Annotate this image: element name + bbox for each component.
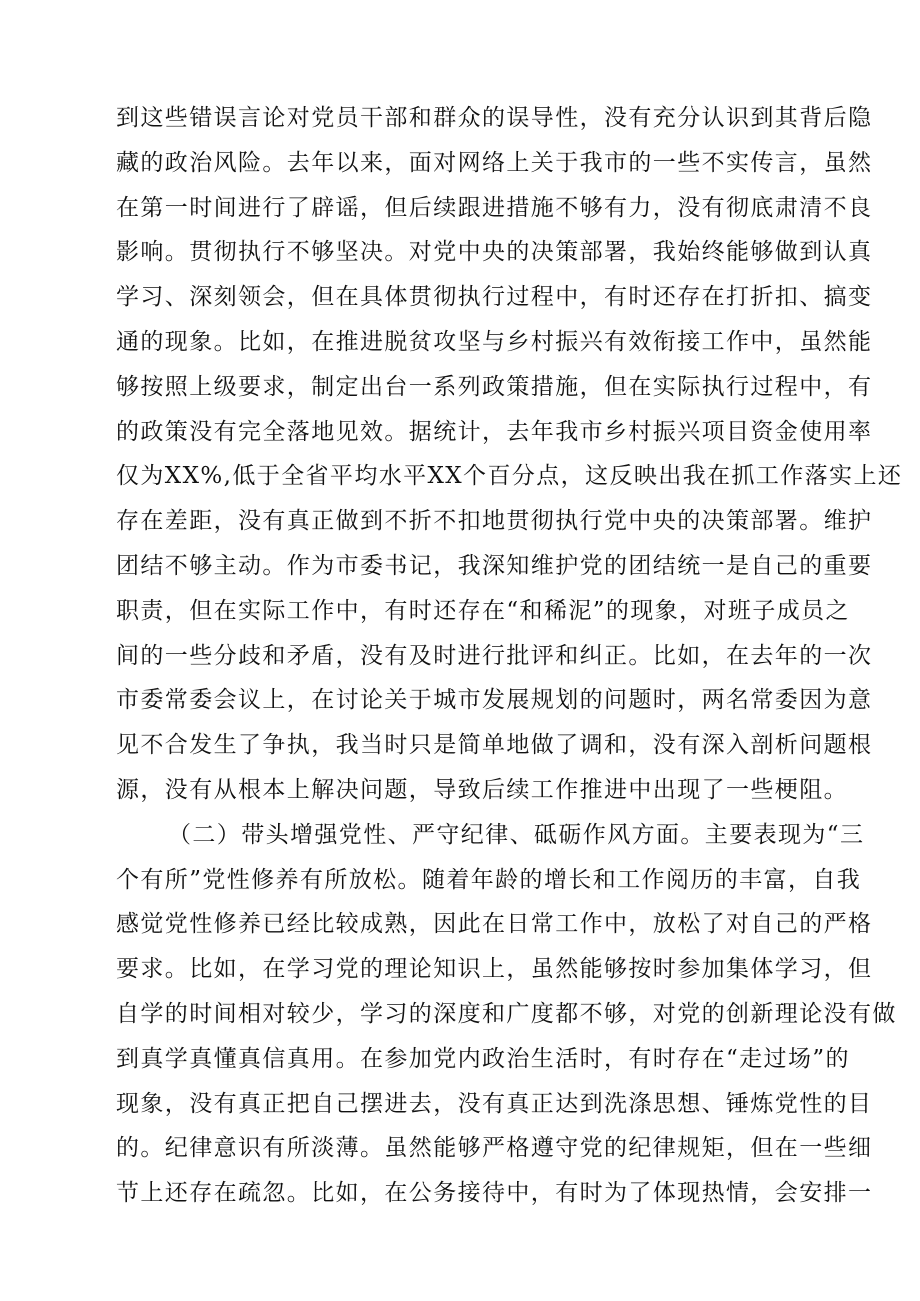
text-line: 存在差距，没有真正做到不折不扣地贯彻执行党中央的决策部署。维护: [116, 508, 873, 535]
text-line: 在第一时间进行了辟谣，但后续跟进措施不够有力，没有彻底肃清不良: [116, 194, 873, 221]
text-line: 自学的时间相对较少，学习的深度和广度都不够，对党的创新理论没有做: [116, 1000, 897, 1027]
text-line: 到真学真懂真信真用。在参加党内政治生活时，有时存在“走过场”的: [116, 1045, 850, 1072]
text-line: 够按照上级要求，制定出台一系列政策措施，但在实际执行过程中，有: [116, 373, 873, 400]
text-line: 见不合发生了争执，我当时只是简单地做了调和，没有深入剖析问题根: [116, 732, 873, 759]
text-line: 要求。比如，在学习党的理论知识上，虽然能够按时参加集体学习，但: [116, 956, 873, 983]
text-line: 个有所”党性修养有所放松。随着年龄的增长和工作阅历的丰富，自我: [116, 866, 862, 893]
text-line: 到这些错误言论对党员干部和群众的误导性，没有充分认识到其背后隐: [116, 105, 873, 131]
text-line: 的。纪律意识有所淡薄。虽然能够严格遵守党的纪律规矩，但在一些细: [116, 1135, 873, 1162]
section-heading-line: （二）带头增强党性、严守纪律、砥砺作风方面。主要表现为“三: [168, 821, 865, 848]
text-line: 藏的政治风险。去年以来，面对网络上关于我市的一些不实传言，虽然: [116, 149, 873, 176]
text-line: 影响。贯彻执行不够坚决。对党中央的决策部署，我始终能够做到认真: [116, 239, 873, 266]
text-line: 学习、深刻领会，但在具体贯彻执行过程中，有时还存在打折扣、搞变: [116, 284, 873, 311]
document-body: [116, 96, 903, 1216]
text-line: 现象，没有真正把自己摆进去，没有真正达到洗涤思想、锤炼党性的目: [116, 1090, 873, 1117]
text-line: 市委常委会议上，在讨论关于城市发展规划的问题时，两名常委因为意: [116, 687, 873, 714]
text-line: 职责，但在实际工作中，有时还存在“和稀泥”的现象，对班子成员之: [116, 597, 850, 624]
text-line: 的政策没有完全落地见效。据统计，去年我市乡村振兴项目资金使用率: [116, 418, 873, 445]
text-line: 节上还存在疏忽。比如，在公务接待中，有时为了体现热情，会安排一: [116, 1180, 873, 1207]
text-line: 仅为XX%,低于全省平均水平XX个百分点，这反映出我在抓工作落实上还: [116, 463, 903, 490]
text-line: 团结不够主动。作为市委书记，我深知维护党的团结统一是自己的重要: [116, 552, 873, 579]
text-line: 感觉党性修养已经比较成熟，因此在日常工作中，放松了对自己的严格: [116, 911, 873, 938]
text-line: 间的一些分歧和矛盾，没有及时进行批评和纠正。比如，在去年的一次: [116, 642, 873, 669]
text-line: 通的现象。比如，在推进脱贫攻坚与乡村振兴有效衔接工作中，虽然能: [116, 328, 873, 355]
paragraph-last-line: 源，没有从根本上解决问题，导致后续工作推进中出现了一些梗阻。: [116, 776, 848, 803]
